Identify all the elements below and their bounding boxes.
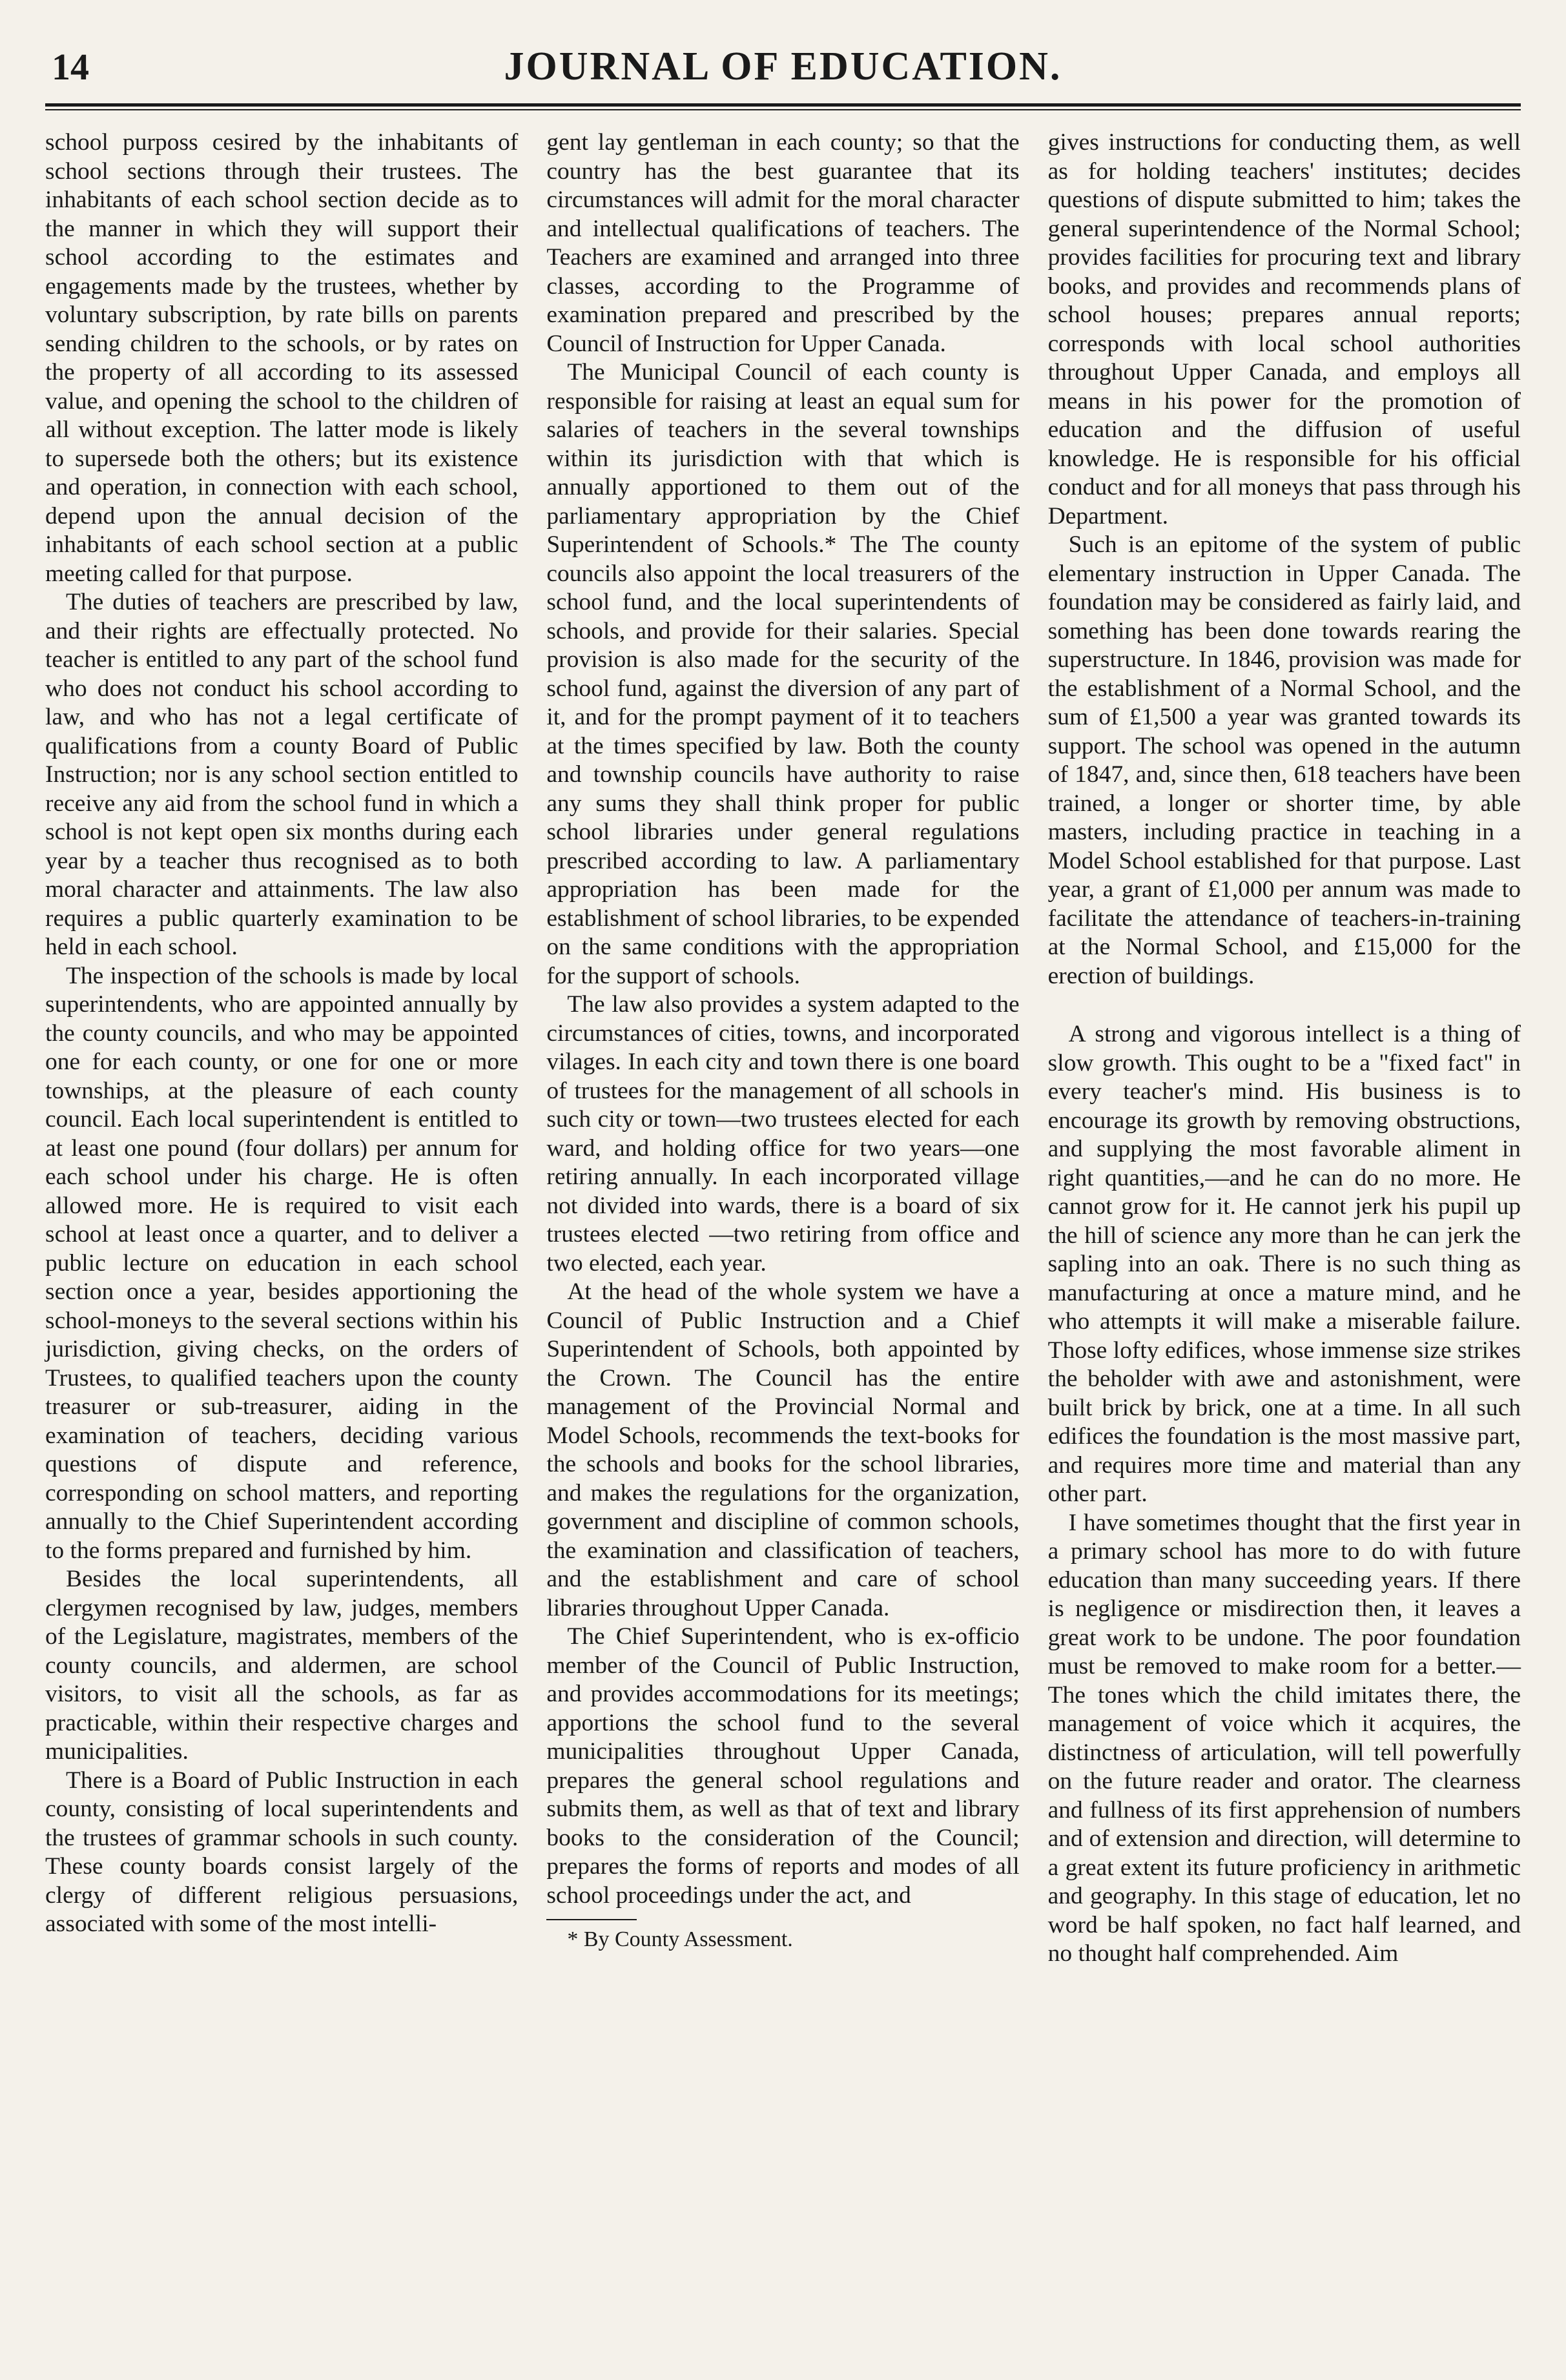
paragraph: The Chief Superintendent, who is ex-officio member of the Council of Public Instruction, and provides accommodations for its meetings; apportions the school fund to the several municipalities throughout Upper Canada, prepares the general school regulations and submits them, as well as that of text and library books to the consideration of the Council; prepares the forms of reports and modes of all school proceedings under the act, and xyxy=(546,1623,1020,1909)
paragraph: Besides the local superintendents, all clergymen recognised by law, judges, members of the Legislature, magistrates, members of the county councils, and aldermen, are school visitors, to visit all the schools, as far as practicable, within their respective charges and municipalities. xyxy=(45,1566,519,1765)
page-header xyxy=(45,39,1521,103)
paragraph: At the head of the whole system we have a Council of Public Instruction and a Chief Superintendent of Schools, both appointed by the Crown. The Council has the entire management of the Provincial Normal and Model Schools, recommends the text-books for the schools and books for the school libraries, and makes the regulations for the organization, government and discipline of common schools, the examination and classification of teachers, and the establishment and care of school libraries throughout Upper Canada. xyxy=(546,1278,1020,1621)
page-number: 14 xyxy=(52,46,89,88)
paragraph: I have sometimes thought that the first year in a primary school has more to do with future education than many succeeding years. If there is negligence or misdirection then, it leaves a great work to be undone. The poor foundation must be removed to make room for a better.— The tones which the child imitates there, the management of voice which it acquires, the distinctness of articulation, will tell powerfully on the future reader and orator. The clearness and fullness of its first apprehension of numbers and of extension and direction, will determine to a great extent its future proficiency in arithmetic and geography. In this stage of education, let no word be half spoken, no fact half learned, and no thought half comprehended. Aim xyxy=(1047,1509,1521,1967)
text-columns xyxy=(45,128,1521,1969)
column-middle xyxy=(546,128,1019,1969)
paragraph: The inspection of the schools is made by local superintendents, who are appointed annually by the county councils, and who may be appointed one for each county, or one for one or more townships, at the pleasure of each county council. Each local superintendent is entitled to at least one pound (four dollars) per annum for each school under his charge. He is often allowed more. He is required to visit each school at least once a quarter, and to deliver a public lecture on education in each school section once a year, besides apportioning the school-moneys to the several sections within his jurisdiction, giving checks, on the orders of Trustees, to qualified teachers upon the county treasurer or sub-treasurer, aiding in the examination of teachers, deciding various questions of dispute and reference, corresponding on school matters, and reporting annually to the Chief Superintendent according to the forms prepared and furnished by him. xyxy=(45,962,519,1564)
paragraph: A strong and vigorous intellect is a thing of slow growth. This ought to be a "fixed fact" in every teacher's mind. His business is to encourage its growth by removing obstructions, and supplying the most favorable aliment in right quantities,—and he can do no more. He cannot grow for it. He cannot jerk his pupil up the hill of science any more than he can jerk the sapling into an oak. There is no such thing as manufacturing at once a mature mind, and he who attempts it will make a miserable failure. Those lofty edifices, whose immense size strikes the beholder with awe and astonishment, were built brick by brick, one at a time. In all such edifices the foundation is the most massive part, and requires more time and material than any other part. xyxy=(1047,1021,1521,1507)
column-left xyxy=(45,128,518,1969)
header-rule-thin xyxy=(45,109,1521,110)
paragraph: gives instructions for conducting them, as well as for holding teachers' institutes; decides questions of dispute submitted to him; takes the general superintendence of the Normal School; provides facilities for procuring text and library books, and provides and recommends plans of school houses; prepares annual reports; corresponds with local school authorities throughout Upper Canada, and employs all means in his power for the promotion of education and the diffusion of useful knowledge. He is responsible for his official conduct and for all moneys that pass through his Department. xyxy=(1047,129,1521,529)
header-rule-thick xyxy=(45,103,1521,107)
footnote-rule xyxy=(546,1919,637,1920)
paragraph: There is a Board of Public Instruction in each county, consisting of local superintendents and the trustees of grammar schools in such county. These county boards consist largely of the clergy of different religious persuasions, associated with some of the most intelli- xyxy=(45,1767,519,1937)
paragraph: The Municipal Council of each county is responsible for raising at least an equal sum for salaries of teachers in the several townships within its jurisdiction with that which is annually apportioned to them out of the parliamentary appropriation by the Chief Superintendent of Schools.* The The county councils also appoint the local treasurers of the school fund, and the local superintendents of schools, and provide for their salaries. Special provision is also made for the security of the school fund, against the diversion of any part of it, and for the prompt payment of it to teachers at the times specified by law. Both the county and township councils have authority to raise any sums they shall think proper for public school libraries under general regulations prescribed according to law. A parliamentary appropriation has been made for the establishment of school libraries, to be expended on the same conditions with the appropriation for the support of schools. xyxy=(546,359,1020,989)
journal-title: JOURNAL OF EDUCATION. xyxy=(504,45,1062,88)
paragraph: gent lay gentleman in each county; so that the country has the best guarantee that its circumstances will admit for the moral character and intellectual qualifications of teachers. The Teachers are examined and arranged into three classes, according to the Programme of examination prepared and prescribed by the Council of Instruction for Upper Canada. xyxy=(546,129,1020,357)
column-right xyxy=(1048,128,1521,1969)
paragraph: The duties of teachers are prescribed by law, and their rights are effectually protected. No teacher is entitled to any part of the school fund who does not conduct his school according to law, and who has not a legal certificate of qualifications from a county Board of Public Instruction; nor is any school section entitled to receive any aid from the school fund in which a school is not kept open six months during each year by a teacher thus recognised as to both moral character and attainments. The law also requires a public quarterly examination to be held in each school. xyxy=(45,589,519,960)
paragraph: The law also provides a system adapted to the circumstances of cities, towns, and incorporated vilages. In each city and town there is one board of trustees for the management of all schools in such city or town—two trustees elected for each ward, and holding office for two years—one retiring annually. In each incorporated village not divided into wards, there is a board of six trustees elected —two retiring from office and two elected, each year. xyxy=(546,991,1020,1277)
paragraph: Such is an epitome of the system of public elementary instruction in Upper Canada. The foundation may be considered as fairly laid, and something has been done towards rearing the superstructure. In 1846, provision was made for the establishment of a Normal School, and the sum of £1,500 a year was granted towards its support. The school was opened in the autumn of 1847, and, since then, 618 teachers have been trained, a longer or shorter time, by able masters, including practice in teaching in a Model School established for that purpose. Last year, a grant of £1,000 per annum was made to facilitate the attendance of teachers-in-training at the Normal School, and £15,000 for the erection of buildings. xyxy=(1047,531,1521,989)
footnote: * By County Assessment. xyxy=(567,1927,793,1951)
paragraph: school purposs cesired by the inhabitants of school sections through their trustees. The inhabitants of each school section decide as to the manner in which they will support their school according to the estimates and engagements made by the trustees, whether by voluntary subscription, by rate bills on parents sending children to the schools, or by rates on the property of all according to its assessed value, and opening the school to the children of all without exception. The latter mode is likely to supersede both the others; but its existence and operation, in connection with each school, depend upon the annual decision of the inhabitants of each school section at a public meeting called for that purpose. xyxy=(45,129,519,587)
